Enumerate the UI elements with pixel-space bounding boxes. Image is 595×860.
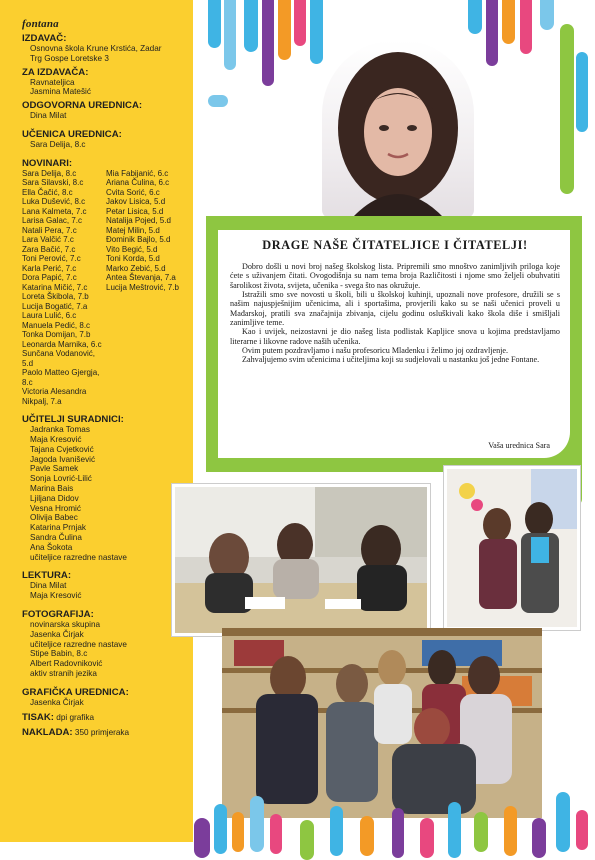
ucenica-title: UČENICA UREDNICA: bbox=[22, 128, 122, 140]
novinari-name: Leonarda Marnika, 6.c bbox=[22, 339, 102, 349]
lektura-line: Dina Milat bbox=[30, 581, 67, 591]
novinari-name: Lucija Meštrović, 7.b bbox=[106, 282, 179, 292]
ucitelji-line: Sandra Čulina bbox=[30, 533, 82, 543]
izdavac-line: Osnovna škola Krune Krstića, Zadar bbox=[30, 44, 162, 53]
novinari-name: Manuela Pedić, 8.c bbox=[22, 320, 91, 330]
novinari-list bbox=[22, 169, 192, 407]
fotografija-line: Jasenka Čirjak bbox=[30, 629, 84, 639]
ucitelji-line: učiteljice razredne nastave bbox=[30, 552, 127, 562]
novinari-name: Dora Papić, 7.c bbox=[22, 273, 77, 283]
novinari-name: Toni Korda, 5.d bbox=[106, 254, 160, 264]
letter-paragraph: Dobro došli u novi broj našeg školskog lista. Pripremili smo mnoštvo zanimljivih priloga koje ćete s uživanjem čitati. Ovogodišnja su nam tema broja Različitosti i njome smo željeli obuhvatiti šarolikost života, svijeta, učenika - svega što nas okružuje. bbox=[230, 262, 560, 290]
ucenica-line: Sara Delija, 8.c bbox=[30, 139, 86, 149]
fotografija-list bbox=[22, 620, 192, 679]
izdavac-line: Trg Gospe Loretske 3 bbox=[30, 53, 109, 63]
novinari-title: NOVINARI: bbox=[22, 157, 73, 169]
fotografija-title: FOTOGRAFIJA: bbox=[22, 609, 94, 621]
letter-title: DRAGE NAŠE ČITATELJICE I ČITATELJI! bbox=[262, 238, 528, 252]
odgovorna-title: ODGOVORNA UREDNICA: bbox=[22, 100, 143, 112]
za-izdavaca-line: Jasmina Matešić bbox=[30, 87, 91, 97]
photo-students-table bbox=[172, 484, 430, 636]
ucitelji-line: Maja Kresović bbox=[30, 435, 82, 445]
ucitelji-line: Jagoda Ivanišević bbox=[30, 454, 96, 464]
ucitelji-line: Jadranka Tomas bbox=[30, 425, 90, 435]
novinari-name: Marko Zebić, 5.d bbox=[106, 263, 166, 273]
brand-name: fontana bbox=[22, 18, 59, 30]
novinari-name: Lana Kalmeta, 7.c bbox=[22, 206, 87, 216]
ucitelji-line: Katarina Prnjak bbox=[30, 523, 86, 533]
novinari-name: Jakov Lisica, 5.d bbox=[106, 197, 166, 207]
photo-group-library bbox=[222, 628, 542, 818]
ucitelji-line: Ljiljana Didov bbox=[30, 493, 79, 503]
fotografija-line: aktiv stranih jezika bbox=[30, 669, 97, 679]
fotografija-line: novinarska skupina bbox=[30, 620, 101, 630]
ucitelji-line: Marina Bais bbox=[30, 484, 74, 494]
novinari-name: Cvita Sorić, 6.c bbox=[106, 187, 160, 197]
letter-signature: Vaša urednica Sara bbox=[488, 441, 550, 450]
novinari-name: Lara Valčić 7.c bbox=[22, 235, 74, 245]
novinari-name: Larisa Galac, 7.c bbox=[22, 216, 83, 226]
ucitelji-line: Pavle Samek bbox=[30, 464, 79, 474]
novinari-col-1 bbox=[22, 169, 106, 407]
novinari-name: Sunčana Vodanović, 5.d bbox=[22, 349, 95, 368]
novinari-name: Karla Perić, 7.c bbox=[22, 263, 77, 273]
novinari-name: Zara Bačić, 7.c bbox=[22, 244, 76, 254]
fotografija-line: Albert Radovniković bbox=[30, 659, 103, 669]
ucitelji-line: Vesna Hromić bbox=[30, 503, 81, 513]
naklada-line bbox=[22, 727, 192, 738]
photo-two-people bbox=[444, 466, 580, 630]
novinari-name: Tonka Domijan, 7.b bbox=[22, 330, 91, 340]
photo-students-table-illustration bbox=[175, 487, 427, 633]
letter-paragraph: Kao i uvijek, neizostavni je dio našeg lista podlistak Kapljice snova u kojima predstavljamo literarne i likovne radove naših učenika. bbox=[230, 327, 560, 346]
novinari-name: Paolo Matteo Gjergja, 8.c bbox=[22, 368, 100, 387]
novinari-name: Antea Števanja, 7.a bbox=[106, 273, 176, 283]
novinari-name: Loreta Škibola, 7.b bbox=[22, 292, 89, 302]
novinari-name: Ella Čačić, 8.c bbox=[22, 187, 73, 197]
novinari-name: Victoria Alesandra Nikpalj, 7.a bbox=[22, 387, 87, 406]
portrait-photo bbox=[322, 40, 474, 218]
letter-paragraph: Ovim putem pozdravljamo i našu profesoricu Mladenku i želimo joj ozdravljenje. bbox=[242, 346, 509, 356]
credits-panel bbox=[22, 18, 192, 738]
ucitelji-line: Olivija Babec bbox=[30, 513, 78, 523]
fotografija-line: Stipe Babin, 8.c bbox=[30, 649, 88, 659]
graficka-title: GRAFIČKA UREDNICA: bbox=[22, 686, 129, 698]
odgovorna-line: Dina Milat bbox=[30, 111, 67, 121]
novinari-name: Toni Perović, 7.c bbox=[22, 254, 81, 264]
novinari-name: Đominik Bajlo, 5.d bbox=[106, 235, 171, 245]
lektura-title: LEKTURA: bbox=[22, 570, 72, 582]
photo-two-people-illustration bbox=[447, 469, 577, 627]
novinari-name: Sara Silavski, 8.c bbox=[22, 178, 84, 188]
ucitelji-list bbox=[22, 425, 192, 562]
ucitelji-line: Ana Šokota bbox=[30, 542, 73, 552]
novinari-name: Ariana Čulina, 6.c bbox=[106, 178, 170, 188]
novinari-name: Luka Dušević, 8.c bbox=[22, 197, 86, 207]
letter-body bbox=[230, 262, 560, 365]
fotografija-line: učiteljice razredne nastave bbox=[30, 639, 127, 649]
graficka-line: Jasenka Čirjak bbox=[30, 697, 84, 707]
tisak-value: dpi grafika bbox=[56, 712, 95, 722]
ucitelji-title: UČITELJI SURADNICI: bbox=[22, 414, 124, 426]
lektura-line: Maja Kresović bbox=[30, 591, 82, 601]
naklada-value: 350 primjeraka bbox=[74, 727, 130, 737]
letter-paragraph: Istražili smo sve novosti u školi, bili u školskoj kuhinji, upoznali nove profesore, družili se s našim najuspješnijim učenicima, ali i sportašima, provjerili kako su se naši učenici proveli u Mađarskoj, pratili sva značajnija zbivanja, cijelu godinu osluškivali kako škola diše i smišljali zanimljive teme. bbox=[230, 290, 560, 328]
novinari-name: Lucija Bogatić, 7.a bbox=[22, 301, 88, 311]
novinari-name: Petar Lisica, 5.d bbox=[106, 206, 164, 216]
tisak-label: TISAK: bbox=[22, 711, 54, 723]
novinari-name: Sara Delija, 8.c bbox=[22, 168, 77, 178]
novinari-name: Laura Lulić, 6.c bbox=[22, 311, 77, 321]
photo-group-library-illustration bbox=[222, 628, 542, 818]
ucitelji-line: Sonja Lovrić-Lilić bbox=[30, 474, 92, 484]
novinari-col-2 bbox=[106, 169, 190, 407]
izdavac-title: IZDAVAČ: bbox=[22, 33, 67, 44]
novinari-name: Mia Fabijanić, 6.c bbox=[106, 168, 169, 178]
naklada-label: NAKLADA: bbox=[22, 726, 73, 738]
za-izdavaca-title: ZA IZDAVAČA: bbox=[22, 66, 89, 78]
novinari-name: Matej Milin, 5.d bbox=[106, 225, 160, 235]
novinari-name: Vito Begić, 5.d bbox=[106, 244, 158, 254]
letter-paragraph: Zahvaljujemo svim učenicima i učiteljima koji su sudjelovali u nastanku još jedne Fontane. bbox=[242, 355, 540, 365]
za-izdavaca-line: Ravnateljica bbox=[30, 77, 75, 87]
novinari-name: Natalija Pojed, 5.d bbox=[106, 216, 171, 226]
ucitelji-line: Tajana Cvjetković bbox=[30, 444, 94, 454]
novinari-name: Katarina Mičić, 7.c bbox=[22, 282, 88, 292]
tisak-line bbox=[22, 712, 192, 723]
novinari-name: Natali Pera, 7.c bbox=[22, 225, 77, 235]
portrait-illustration bbox=[322, 40, 474, 218]
